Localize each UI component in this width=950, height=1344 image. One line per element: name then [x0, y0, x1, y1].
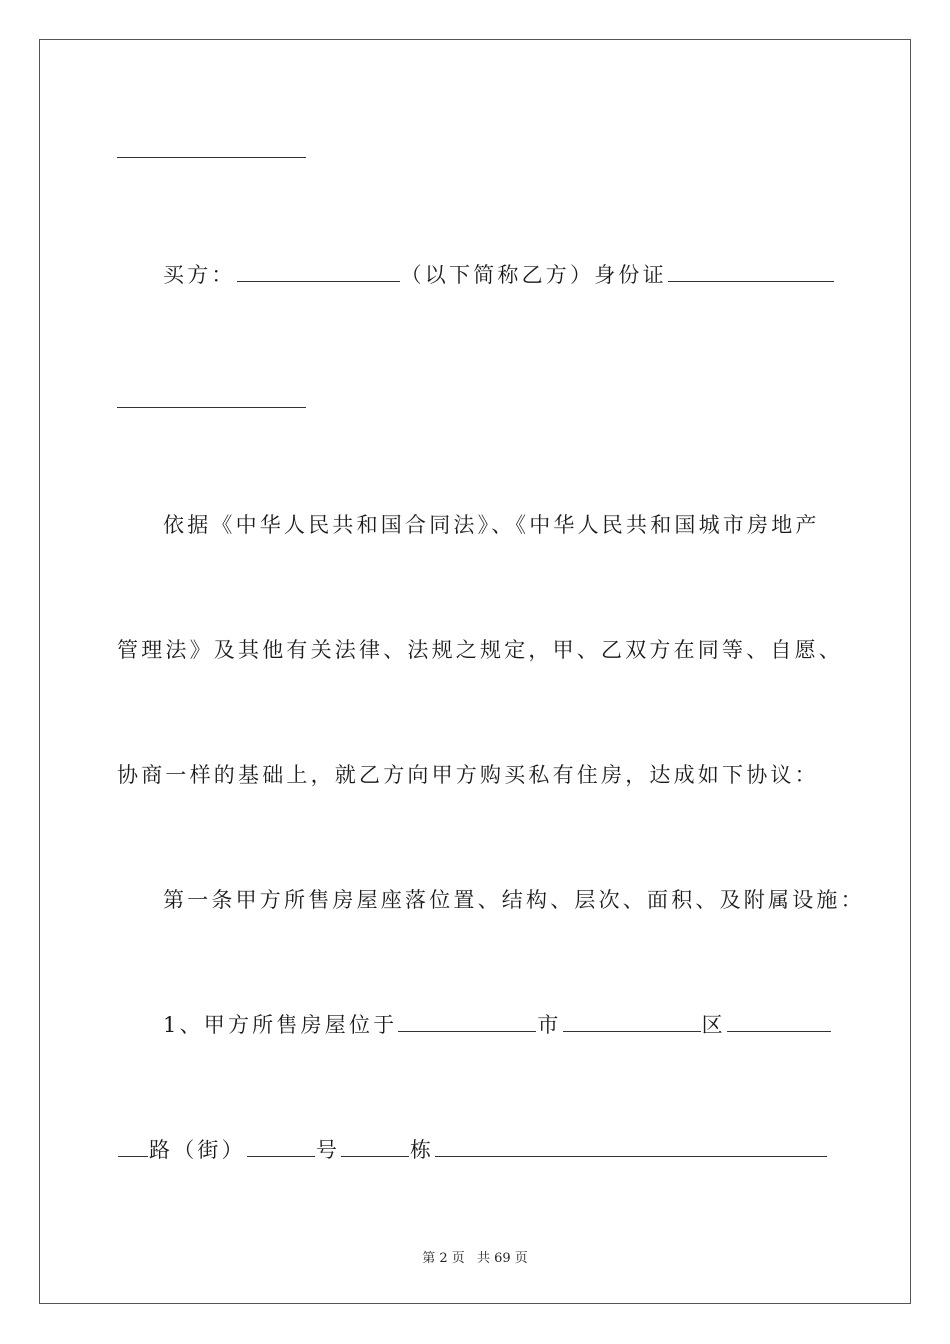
buyer-line: [117, 260, 883, 290]
article-title: 第一条甲方所售房屋座落位置、结构、层次、面积、及附属设施：: [163, 888, 865, 912]
location-line: [117, 1010, 883, 1040]
address-line: [117, 1135, 837, 1165]
page-total: 共 69 页: [476, 1251, 528, 1266]
page-footer: [0, 1247, 950, 1266]
city-label: 市: [537, 1013, 562, 1037]
buyer-abbrev: （以下简称乙方）身份证: [400, 263, 667, 287]
blank-line: [117, 407, 306, 408]
location-prefix: 1、甲方所售房屋位于: [163, 1013, 398, 1037]
city-blank: [398, 1013, 536, 1032]
road-label: 路（街）: [149, 1138, 246, 1162]
number-label: 号: [315, 1138, 341, 1162]
page-frame: [39, 39, 911, 1304]
buyer-name-blank: [237, 263, 400, 282]
buyer-id-blank: [668, 263, 834, 282]
district-label: 区: [701, 1013, 726, 1037]
number-blank: [247, 1138, 315, 1157]
road-blank: [727, 1013, 831, 1032]
building-label: 栋: [410, 1138, 435, 1162]
road-blank-cont: [118, 1138, 148, 1157]
district-blank: [563, 1013, 701, 1032]
blank-line: [117, 157, 306, 158]
buyer-label: 买方：: [163, 263, 236, 287]
paragraph-line: 协商一样的基础上，就乙方向甲方购买私有住房，达成如下协议：: [117, 763, 819, 787]
building-blank: [341, 1138, 409, 1157]
trailing-blank: [435, 1138, 827, 1157]
paragraph-line: 管理法》及其他有关法律、法规之规定，甲、乙双方在同等、自愿、: [117, 638, 843, 662]
page-number: 第 2 页: [422, 1251, 465, 1266]
paragraph-line: 依据《中华人民共和国合同法》、《中华人民共和国城市房地产: [163, 513, 820, 537]
